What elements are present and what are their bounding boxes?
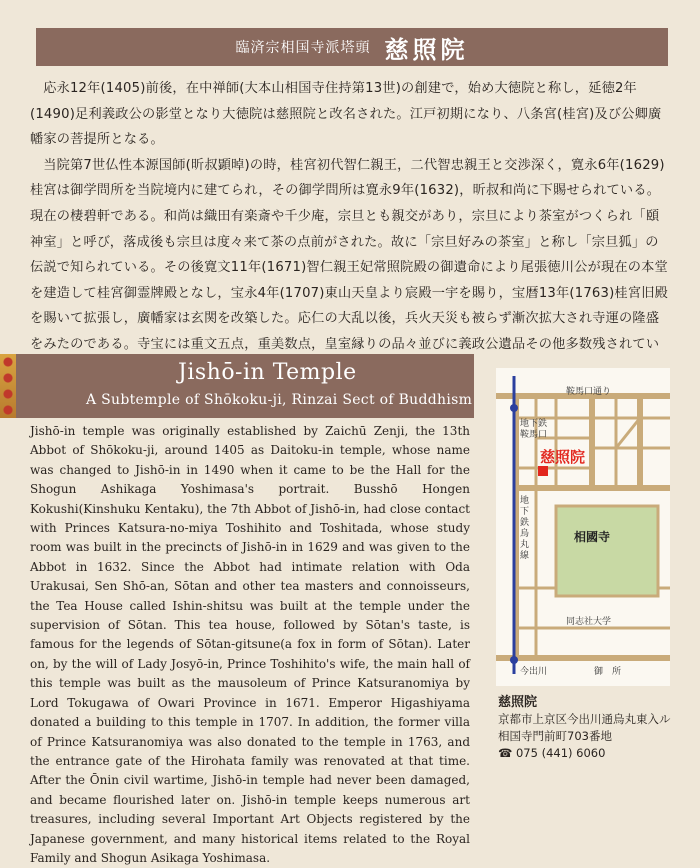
address-block [498,694,688,762]
jp-paragraph-2: 当院第7世仏性本源国師(昕叔顕晫)の時，桂宮初代智仁親王，二代智忠親王と交渉深く，寛永6年(1629)桂宮は御学問所を当院境内に建てられ，その御学問所は寛永9年(1632)，昕叔和尚に下賜せられている。現在の棲碧軒である。和尚は織田有楽斎や千少庵，宗旦とも親交があり，宗旦により茶室がつくられ「頤神室」と呼び，落成後も宗旦は度々来て茶の点前がされた。故に「宗旦好みの茶室」と称し「宗旦狐」の伝説で知られている。その後寛文11年(1671)智仁親王妃常照院殿の御遺命により尾張徳川公が現在の本堂を建造して桂宮御霊牌殿となし，宝永4年(1707)東山天皇より宸殿一宇を賜り，宝暦13年(1763)桂宮旧殿を賜いて拡張し，廣幡家は玄関を改築した。応仁の大乱以後，兵火天災も被らず漸次拡大され寺運の隆盛をみたのである。寺宝には重文五点，重美数点，皇室縁りの品々並びに義政公遺品その他多数残されてい [30,157,668,352]
map-university-label: 同志社大学 [566,617,612,627]
map-street-top: 鞍馬口通り [566,387,612,397]
address-line-1: 京都市上京区今出川通烏丸東入ル [498,712,671,726]
jp-paragraph-1: 応永12年(1405)前後，在中禅師(大本山相国寺住持第13世)の創建で，始め大徳院と称し，延徳2年(1490)足利義政公の影堂となり大徳院は慈照院と改名された。江戸初期になり、八条宮(桂宮)及び公卿廣幡家の菩提所となる。 [30,81,662,148]
en-body-text: Jishō-in temple was originally established by Zaichū Zenji, the 13th Abbot of Shōkoku-ji, around 1405 as Daitoku-in temple, whose name was changed to Jishō-in in 1490 when it came to be the Hall for the Shogun Ashikaga Yoshimasa's portrait. Busshō Hongen Kokushi(Kinshuku Kentaku), the 7th Abbot of Jishō-in, had close contact with Princes Katsura-no-miya Toshihito and Toshitada, whose study room was built in the precincts of Jishō-in in 1629 and was given to the Abbot in 1632. Since the Abbot had intimate relation with Oda Urakusai, Sen Shō-an, Sōtan and other tea masters and connoisseurs, the Tea House called Ishin-shitsu was built at the temple under the supervision of Sōtan. This tea house, followed by Sōtan's taste, is famous for the legends of Sōtan-gitsune(a fox in form of Sōtan). Later on, by the will of Lady Josyō-in, Prince Toshihito's wife, the main hall of this temple was built as the mausoleum of Prince Katsuranomiya by Lord Tokugawa of Owari Province in 1671. Emperor Higashiyama donated a building to this temple in 1707. In addition, the former villa of Prince Katsuranomiya was also donated to the temple in 1763, and the entrance gate of the Hirohata family was renovated at that time. After the Ōnin civil wartime, Jishō-in temple had never been damaged, and became flourished later on. Jishō-in temple keeps numerous art treasures, including several Important Art Objects registered by the Japanese government, and many historical items related to the Royal Family and Shogun Asikaga Yoshimasa. [30,424,470,865]
en-header-band [0,354,474,418]
map-gosho-label: 御 所 [594,667,622,677]
map-shokokuji-label: 相國寺 [574,530,611,544]
map-station-top-2: 鞍馬口 [520,430,548,440]
address-name: 慈照院 [498,695,538,710]
jp-header-band [36,28,668,66]
location-map [496,368,670,686]
phone-icon: ☎ [498,746,516,760]
en-header-subtitle: A Subtemple of Shōkoku-ji, Rinzai Sect of Buddhism [86,392,473,408]
map-subway-line: 地下鉄烏丸線 [520,496,530,561]
address-phone-row [498,745,688,762]
address-phone: 075 (441) 6060 [515,746,606,760]
map-station-top-1: 地下鉄 [520,419,548,429]
address-line-2: 相国寺門前町703番地 [498,729,612,743]
ornament-strip [0,354,16,418]
map-station-bottom: 今出川 [520,667,548,677]
jp-header-title: 慈照院 [384,35,469,64]
jp-header-prefix: 臨済宗相国寺派塔頭 [235,40,371,56]
jp-body-text [30,76,672,383]
map-temple-label: 慈照院 [540,448,586,466]
en-header-title: Jishō-in Temple [178,360,357,385]
